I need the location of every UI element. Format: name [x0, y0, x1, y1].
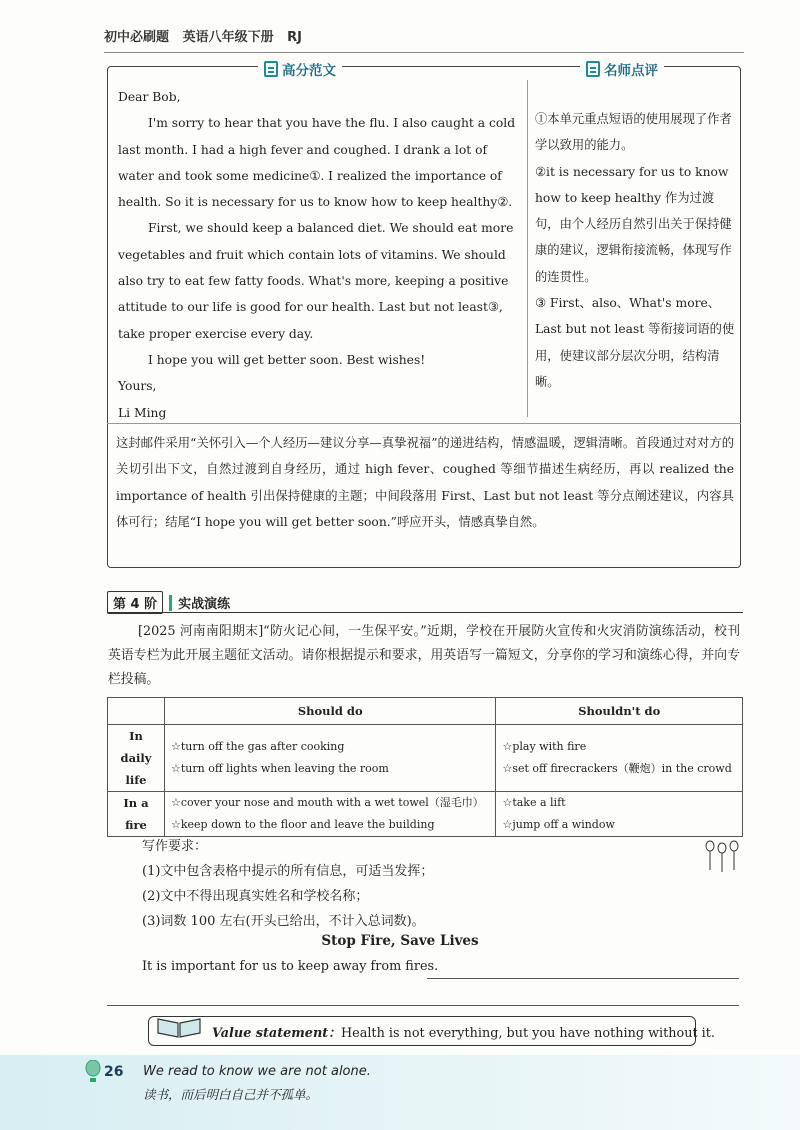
motto-english: We read to know we are not alone. [143, 1064, 371, 1079]
value-statement-label: Value statement： [212, 1026, 341, 1041]
cartoon-figures-icon [700, 838, 744, 888]
comment-3: ③ First、also、What's more、Last but not least 等衔接词语的使用，使建议部分层次分明，结构清晰。 [535, 296, 735, 389]
hint-item: ☆turn off the gas after cooking [171, 740, 345, 753]
motto-chinese: 读书，而后明白自己并不孤单。 [143, 1087, 319, 1102]
value-statement-text: Health is not everything, but you have nothing without it. [340, 1026, 715, 1041]
essay-greeting: Dear Bob, [118, 90, 181, 104]
practice-heading [107, 591, 230, 614]
practice-rule [107, 612, 743, 613]
header-rule [104, 52, 744, 53]
essay-closing: Yours, [118, 379, 157, 394]
table-header-row [108, 698, 743, 725]
comment-2: ②it is necessary for us to know how to keep healthy 作为过渡句，由个人经历自然引出关于保持健康的建议，逻辑衔接流畅，体现写作的连贯性。 [535, 164, 732, 284]
practice-title: 实战演练 [178, 597, 231, 612]
hint-item: ☆keep down to the floor and leave the building [171, 818, 435, 831]
should-cell [165, 792, 496, 837]
hint-item: ☆take a lift [502, 796, 566, 809]
model-essay-label: 高分范文 [282, 63, 336, 79]
essay-paragraph-1: I'm sorry to hear that you have the flu. I also caught a cold last month. I had a high fever and coughed. I drank a lot of water and took some medicine①. I realized the importance of health. So it is necessary for us to know how to keep healthy②. [118, 116, 516, 210]
writing-requirements [142, 834, 433, 934]
comment-1: ①本单元重点短语的使用展现了作者学以致用的能力。 [535, 112, 732, 153]
document-icon [264, 61, 278, 77]
value-statement [212, 1022, 715, 1041]
requirement-1: (1)文中包含表格中提示的所有信息，可适当发挥； [142, 864, 434, 879]
level-badge: 第 4 阶 [107, 591, 163, 614]
hint-item: ☆play with fire [502, 740, 587, 753]
table-corner [108, 698, 165, 725]
row-head-daily-life: In daily life [108, 725, 165, 792]
col-header-shouldnt: Shouldn't do [496, 698, 743, 725]
requirements-title: 写作要求： [142, 839, 208, 854]
essay-signature: Li Ming [118, 405, 167, 420]
task-instructions: [2025 河南南阳期末]“防火记心间，一生保平安。”近期，学校在开展防火宣传和火灾消防演练活动，校刊英语专栏为此开展主题征文活动。请你根据提示和要求，用英语写一篇短文，分享你的学习和演练心得，并向专栏投稿。 [108, 624, 740, 687]
essay-starter: It is important for us to keep away from fires. [142, 959, 439, 974]
hint-item: ☆jump off a window [502, 818, 615, 831]
pencil-note-icon [586, 61, 600, 77]
running-header: 初中必刷题 英语八年级下册 RJ [104, 30, 303, 45]
teacher-comment-tag [580, 59, 664, 79]
essay-paragraph-3: I hope you will get better soon. Best wishes! [148, 352, 426, 367]
column-divider [527, 80, 528, 417]
col-header-should: Should do [165, 698, 496, 725]
shouldnt-cell [496, 725, 743, 792]
shouldnt-cell [496, 792, 743, 837]
teacher-comment-label: 名师点评 [604, 63, 658, 79]
page-number: 26 [104, 1064, 124, 1080]
open-book-icon [154, 1013, 204, 1039]
heading-accent-bar [169, 595, 172, 611]
essay-title: Stop Fire, Save Lives [321, 933, 479, 949]
should-cell [165, 725, 496, 792]
row-head-in-a-fire: In a fire [108, 792, 165, 837]
model-essay-tag [258, 59, 342, 79]
essay-paragraph-2: First, we should keep a balanced diet. We should eat more vegetables and fruit which contain lots of vitamins. We should also try to eat few fatty foods. What's more, keeping a positive attitude to our life is good for our health. Last but not least③, take proper exercise every day. [118, 221, 514, 341]
teacher-comments [535, 106, 735, 395]
table-row [108, 725, 743, 792]
requirement-3: (3)词数 100 左右(开头已给出，不计入总词数)。 [142, 914, 425, 929]
essay-summary: 这封邮件采用“关怀引入—个人经历—建议分享—真挚祝福”的递进结构，情感温暖，逻辑清晰。首段通过对对方的关切引出下文，自然过渡到自身经历，通过 high fever、coughed 等细节描述生病经历，再以 realized the importance of health 引出保持健康的主题；中间段落用 First、Last but not least 等分点阐述建议，内容具体可行；结尾“I hope you will get better soon.”呼应开头，情感真挚自然。 [116, 436, 734, 529]
hint-item: ☆set off firecrackers（鞭炮）in the crowd [502, 762, 732, 775]
hint-item: ☆turn off lights when leaving the room [171, 762, 389, 775]
writing-line[interactable] [107, 1005, 739, 1006]
model-essay [118, 84, 522, 426]
hint-item: ☆cover your nose and mouth with a wet towel（湿毛巾） [171, 796, 484, 809]
writing-line[interactable] [427, 978, 739, 979]
requirement-2: (2)文中不得出现真实姓名和学校名称； [142, 889, 369, 904]
hot-air-balloon-icon [84, 1060, 102, 1084]
table-row [108, 792, 743, 837]
hints-table [107, 697, 743, 837]
